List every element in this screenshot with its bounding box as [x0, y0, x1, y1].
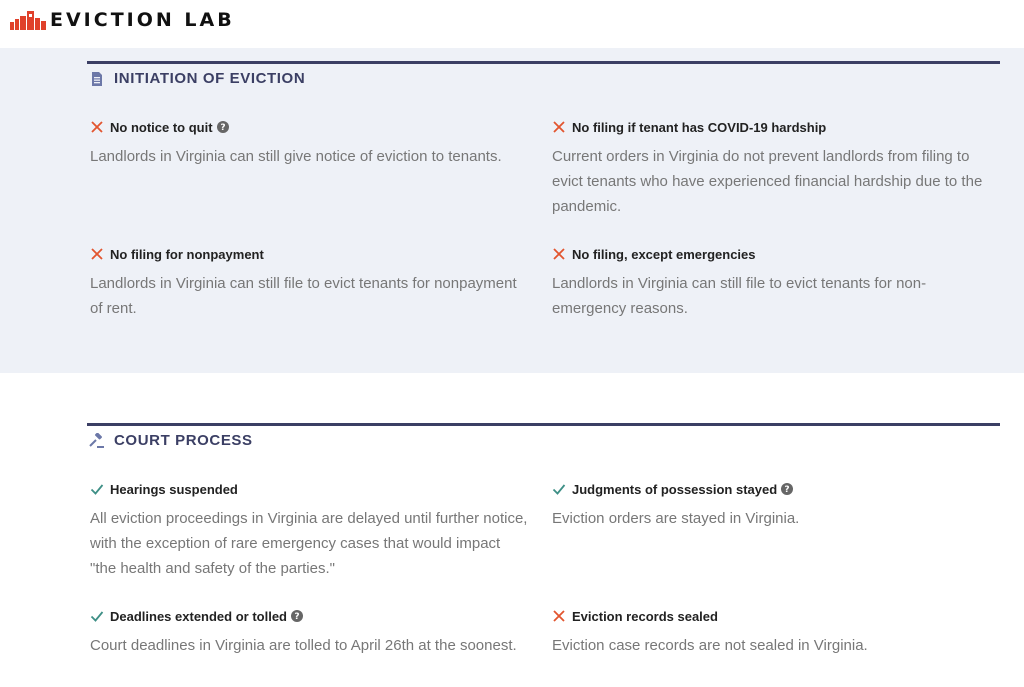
- x-icon: [90, 120, 104, 134]
- policy-title: Judgments of possession stayed: [572, 481, 778, 497]
- help-icon[interactable]: [291, 610, 303, 622]
- policy-item-hearings-suspended: [90, 481, 530, 581]
- logo-mark-icon: [10, 10, 46, 30]
- policy-title: Eviction records sealed: [572, 608, 718, 624]
- section-header: [89, 70, 305, 87]
- svg-text:?: ?: [294, 612, 300, 622]
- policy-item-no-filing-nonpayment: [90, 246, 530, 321]
- policy-item-no-filing-except-emergencies: [552, 246, 992, 321]
- check-icon: [90, 482, 104, 496]
- policy-item-no-notice-to-quit: [90, 119, 530, 169]
- x-icon: [552, 247, 566, 261]
- gavel-icon: [89, 433, 105, 449]
- policy-description: Current orders in Virginia do not prevent landlords from filing to evict tenants who have experienced financial hardship due to the pandemic.: [552, 148, 983, 215]
- document-icon: [89, 71, 105, 87]
- court-process-section: [0, 373, 1024, 687]
- policy-description: All eviction proceedings in Virginia are delayed until further notice, with the exception of rare emergency cases that would impact "the health and safety of the parties.": [90, 510, 528, 577]
- x-icon: [552, 120, 566, 134]
- x-icon: [90, 247, 104, 261]
- policy-item-covid-hardship: [552, 119, 992, 219]
- policy-item-deadlines-tolled: [90, 608, 530, 658]
- help-icon[interactable]: [781, 483, 793, 495]
- policy-title: No filing, except emergencies: [572, 246, 756, 262]
- policy-description: Landlords in Virginia can still file to evict tenants for non-emergency reasons.: [552, 275, 927, 317]
- check-icon: [552, 482, 566, 496]
- svg-text:?: ?: [219, 123, 226, 133]
- policy-description: Court deadlines in Virginia are tolled to April 26th at the soonest.: [90, 637, 517, 654]
- policy-title: No filing for nonpayment: [110, 246, 264, 262]
- section-title: INITIATION OF EVICTION: [114, 70, 306, 87]
- policy-title: Hearings suspended: [110, 481, 238, 497]
- policy-title: No filing if tenant has COVID-19 hardship: [572, 119, 827, 135]
- policy-item-records-sealed: [552, 608, 992, 658]
- x-icon: [552, 609, 566, 623]
- policy-description: Landlords in Virginia can still give notice of eviction to tenants.: [90, 148, 502, 165]
- policy-description: Landlords in Virginia can still file to evict tenants for nonpayment of rent.: [90, 275, 517, 317]
- policy-title: Deadlines extended or tolled: [110, 608, 287, 624]
- initiation-of-eviction-section: [0, 48, 1024, 373]
- section-title: COURT PROCESS: [114, 432, 253, 449]
- policy-description: Eviction orders are stayed in Virginia.: [552, 510, 800, 527]
- policy-item-judgments-stayed: [552, 481, 992, 531]
- check-icon: [90, 609, 104, 623]
- policy-description: Eviction case records are not sealed in Virginia.: [552, 637, 868, 654]
- logo-text: EVICTION LAB: [50, 9, 235, 31]
- policy-title: No notice to quit: [110, 119, 213, 135]
- section-divider: [87, 61, 1000, 64]
- eviction-lab-logo[interactable]: [10, 9, 235, 31]
- section-header: [89, 432, 253, 449]
- svg-text:?: ?: [784, 485, 790, 495]
- section-divider: [87, 423, 1000, 426]
- help-icon[interactable]: [217, 121, 229, 133]
- top-bar: [0, 0, 1024, 48]
